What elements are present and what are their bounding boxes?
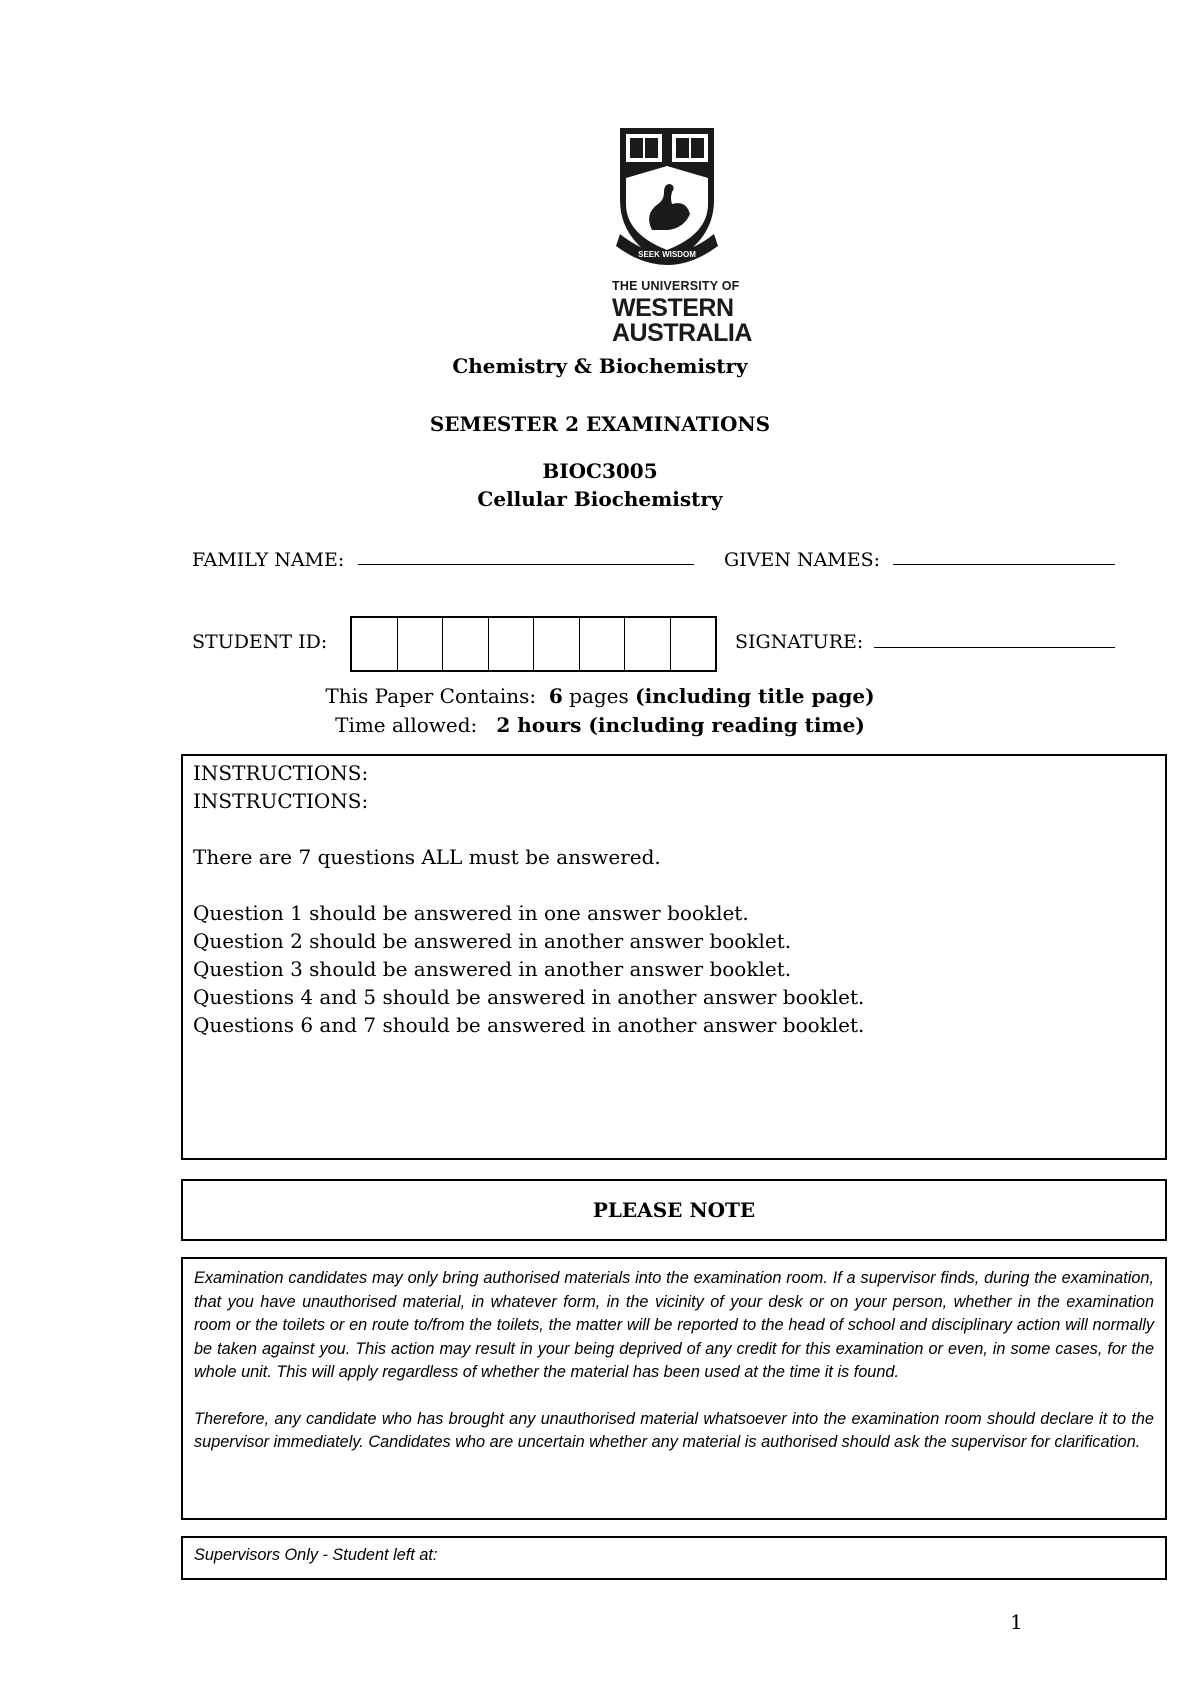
please-note-paragraph: Therefore, any candidate who has brought any unauthorised material whatsoever into the examination room should declare it to the supervisor immediately. Candidates who are uncertain whether any material is authorised should ask the supervisor for clarification. [194,1409,1154,1451]
paper-pages-word: pages [569,684,629,708]
signature-line[interactable] [874,647,1115,648]
student-id-cell[interactable] [534,618,580,670]
student-id-grid [350,616,717,672]
student-id-cell[interactable] [580,618,626,670]
please-note-paragraph: Examination candidates may only bring authorised materials into the examination room. If a supervisor finds, during the examination, that you have unauthorised material, in whatever form, in the vicinity of your desk or on your person, whether in the examination room or the toilets or en route to/from the toilets, the matter will be reported to the head of school and disciplinary action will normally be taken against you. This action may result in your being deprived of any credit for this examination or even, in some cases, for the whole unit. This will apply regardless of whether the material has been used at the time it is found. [194,1269,1154,1381]
instruction-line: Questions 4 and 5 should be answered in another answer booklet. [193,985,865,1009]
given-names-label: GIVEN NAMES: [724,549,881,571]
please-note-box [181,1257,1167,1520]
university-line-2: WESTERN [612,293,734,322]
university-wordmark [612,280,752,346]
paper-page-count: 6 [548,684,563,708]
student-id-label: STUDENT ID: [192,631,328,653]
time-allowed-value: 2 hours (including reading time) [496,713,865,737]
student-id-cell[interactable] [352,618,398,670]
paper-contains-line [0,684,1200,708]
time-allowed-line [0,713,1200,737]
instructions-heading: INSTRUCTIONS: [193,761,369,785]
paper-contains-note: (including title page) [635,684,875,708]
student-id-cell[interactable] [625,618,671,670]
university-crest-logo [612,122,722,274]
instruction-line: Question 1 should be answered in one answer booklet. [193,901,749,925]
instruction-line: Questions 6 and 7 should be answered in another answer booklet. [193,1013,865,1037]
supervisors-label: Supervisors Only - Student left at: [194,1546,438,1564]
instruction-line: Question 3 should be answered in another answer booklet. [193,957,792,981]
family-name-label: FAMILY NAME: [192,549,345,571]
instructions-intro: There are 7 questions ALL must be answered. [193,845,661,869]
unit-name: Cellular Biochemistry [477,487,723,511]
student-id-cell[interactable] [671,618,716,670]
unit-code: BIOC3005 [542,459,658,483]
student-id-cell[interactable] [443,618,489,670]
crest-motto: SEEK WISDOM [638,250,696,259]
student-id-cell[interactable] [489,618,535,670]
please-note-heading: PLEASE NOTE [181,1179,1167,1241]
paper-contains-label: This Paper Contains: [325,684,537,708]
university-line-1: THE UNIVERSITY OF [612,279,740,293]
university-line-3: AUSTRALIA [612,318,752,347]
instructions-box [181,754,1167,1160]
exam-title: SEMESTER 2 EXAMINATIONS [429,412,771,436]
signature-label: SIGNATURE: [735,631,864,653]
time-allowed-label: Time allowed: [335,713,478,737]
page-number: 1 [1010,1610,1023,1634]
family-name-line[interactable] [358,564,694,565]
instruction-line: Question 2 should be answered in another answer booklet. [193,929,792,953]
given-names-line[interactable] [893,564,1115,565]
department-title: Chemistry & Biochemistry [452,354,748,378]
instructions-heading: INSTRUCTIONS: [193,789,369,813]
student-id-cell[interactable] [398,618,444,670]
supervisors-box [181,1536,1167,1580]
